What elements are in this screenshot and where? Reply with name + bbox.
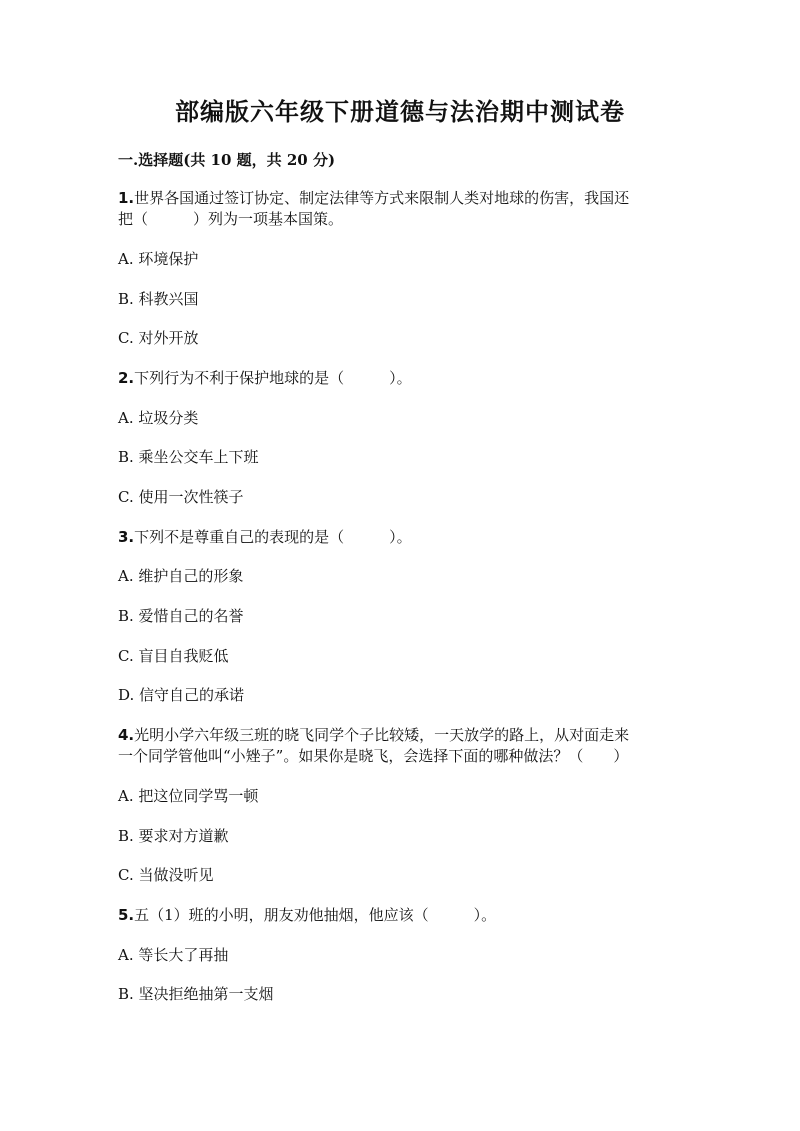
- question-5-number: 5.: [118, 906, 135, 924]
- question-2-text: 下列行为不利于保护地球的是（ ）。: [134, 369, 412, 387]
- question-1-line-2: 把（ ）列为一项基本国策。: [118, 210, 344, 228]
- section-heading: 一.选择题(共 10 题，共 20 分): [118, 151, 336, 169]
- question-5-option-b: B. 坚决拒绝抽第一支烟: [118, 985, 274, 1003]
- question-2-option-c: C. 使用一次性筷子: [118, 488, 244, 506]
- question-3-option-d: D. 信守自己的承诺: [118, 686, 245, 704]
- question-5-text: 五（1）班的小明，朋友劝他抽烟，他应该（ ）。: [134, 906, 497, 924]
- question-1-text: 世界各国通过签订协定、制定法律等方式来限制人类对地球的伤害，我国还: [134, 189, 630, 207]
- question-4-option-c: C. 当做没听见: [118, 866, 214, 884]
- question-1-option-b: B. 科教兴国: [118, 290, 199, 308]
- question-4-line-1: [118, 725, 629, 745]
- question-3-number: 3.: [118, 528, 135, 546]
- question-1-option-c: C. 对外开放: [118, 329, 199, 347]
- question-4-option-a: A. 把这位同学骂一顿: [118, 787, 259, 805]
- question-1-option-a: A. 环境保护: [118, 250, 199, 268]
- question-1-number: 1.: [118, 189, 135, 207]
- question-3-text: 下列不是尊重自己的表现的是（ ）。: [134, 528, 412, 546]
- question-5-line-1: [118, 905, 496, 925]
- page-title: 部编版六年级下册道德与法治期中测试卷: [175, 97, 625, 126]
- question-4-option-b: B. 要求对方道歉: [118, 827, 229, 845]
- question-2-line-1: [118, 368, 412, 388]
- question-4-line-2: 一个同学管他叫“小矬子”。如果你是晓飞，会选择下面的哪种做法？（ ）: [118, 747, 629, 765]
- question-2-option-a: A. 垃圾分类: [118, 409, 199, 427]
- question-4-text: 光明小学六年级三班的晓飞同学个子比较矮，一天放学的路上，从对面走来: [134, 726, 630, 744]
- question-2-number: 2.: [118, 369, 135, 387]
- question-2-option-b: B. 乘坐公交车上下班: [118, 448, 259, 466]
- question-1-line-1: [118, 188, 629, 208]
- question-3-line-1: [118, 527, 412, 547]
- question-3-option-c: C. 盲目自我贬低: [118, 647, 229, 665]
- question-3-option-a: A. 维护自己的形象: [118, 567, 244, 585]
- question-4-number: 4.: [118, 726, 135, 744]
- question-5-option-a: A. 等长大了再抽: [118, 946, 229, 964]
- question-3-option-b: B. 爱惜自己的名誉: [118, 607, 244, 625]
